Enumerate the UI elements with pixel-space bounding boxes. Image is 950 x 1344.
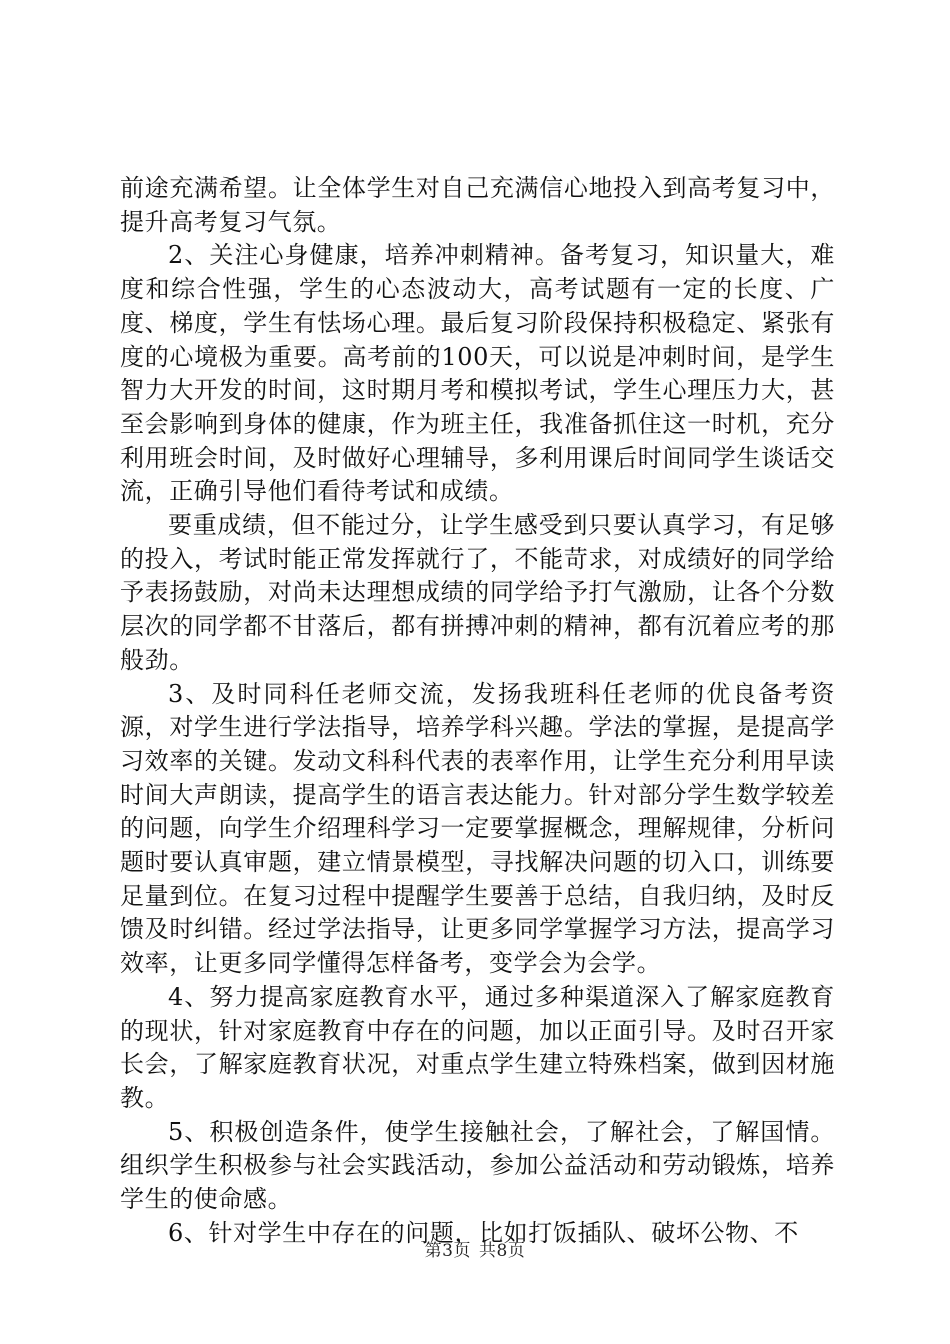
paragraph-continuation: 前途充满希望。让全体学生对自己充满信心地投入到高考复习中，提升高考复习气氛。 bbox=[120, 174, 835, 236]
paragraph-item-3: 3、及时同科任老师交流，发扬我班科任老师的优良备考资源，对学生进行学法指导，培养学科兴趣。学法的掌握，是提高学习效率的关键。发动文科科代表的表率作用，让学生充分利用早读时间大声朗读，提高学生的语言表达能力。针对部分学生数学较差的问题，向学生介绍理科学习一定要掌握概念，理解规律，分析问题时要认真审题，建立情景模型，寻找解决问题的切入口，训练要足量到位。在复习过程中提醒学生要善于总结，自我归纳，及时反馈及时纠错。经过学法指导，让更多同学掌握学习方法，提高学习效率，让更多同学懂得怎样备考，变学会为会学。 bbox=[120, 679, 835, 978]
paragraph-item-4: 4、努力提高家庭教育水平，通过多种渠道深入了解家庭教育的现状，针对家庭教育中存在的问题，加以正面引导。及时召开家长会，了解家庭教育状况，对重点学生建立特殊档案，做到因材施教。 bbox=[120, 982, 835, 1112]
paragraph-grades: 要重成绩，但不能过分，让学生感受到只要认真学习，有足够的投入，考试时能正常发挥就行了，不能苛求，对成绩好的同学给予表扬鼓励，对尚未达理想成绩的同学给予打气激励，让各个分数层次的同学都不甘落后，都有拼搏冲刺的精神，都有沉着应考的那般劲。 bbox=[120, 511, 835, 674]
paragraph-item-2: 2、关注心身健康，培养冲刺精神。备考复习，知识量大，难度和综合性强，学生的心态波动大，高考试题有一定的长度、广度、梯度，学生有怯场心理。最后复习阶段保持积极稳定、紧张有度的心境极为重要。高考前的100天，可以说是冲刺时间，是学生智力大开发的时间，这时期月考和模拟考试，学生心理压力大，甚至会影响到身体的健康，作为班主任，我准备抓住这一时机，充分利用班会时间，及时做好心理辅导，多利用课后时间同学生谈话交流，正确引导他们看待考试和成绩。 bbox=[120, 241, 835, 506]
page-total: 共8页 bbox=[479, 1241, 526, 1261]
page-number: 第3页 bbox=[424, 1241, 471, 1261]
paragraph-item-5: 5、积极创造条件，使学生接触社会，了解社会，了解国情。组织学生积极参与社会实践活动，参加公益活动和劳动锻炼，培养学生的使命感。 bbox=[120, 1117, 835, 1214]
paragraph-item-6: 6、针对学生中存在的问题，比如打饭插队、破坏公物、不 bbox=[168, 1218, 799, 1247]
document-body bbox=[120, 172, 835, 1251]
page-footer bbox=[0, 1236, 950, 1261]
